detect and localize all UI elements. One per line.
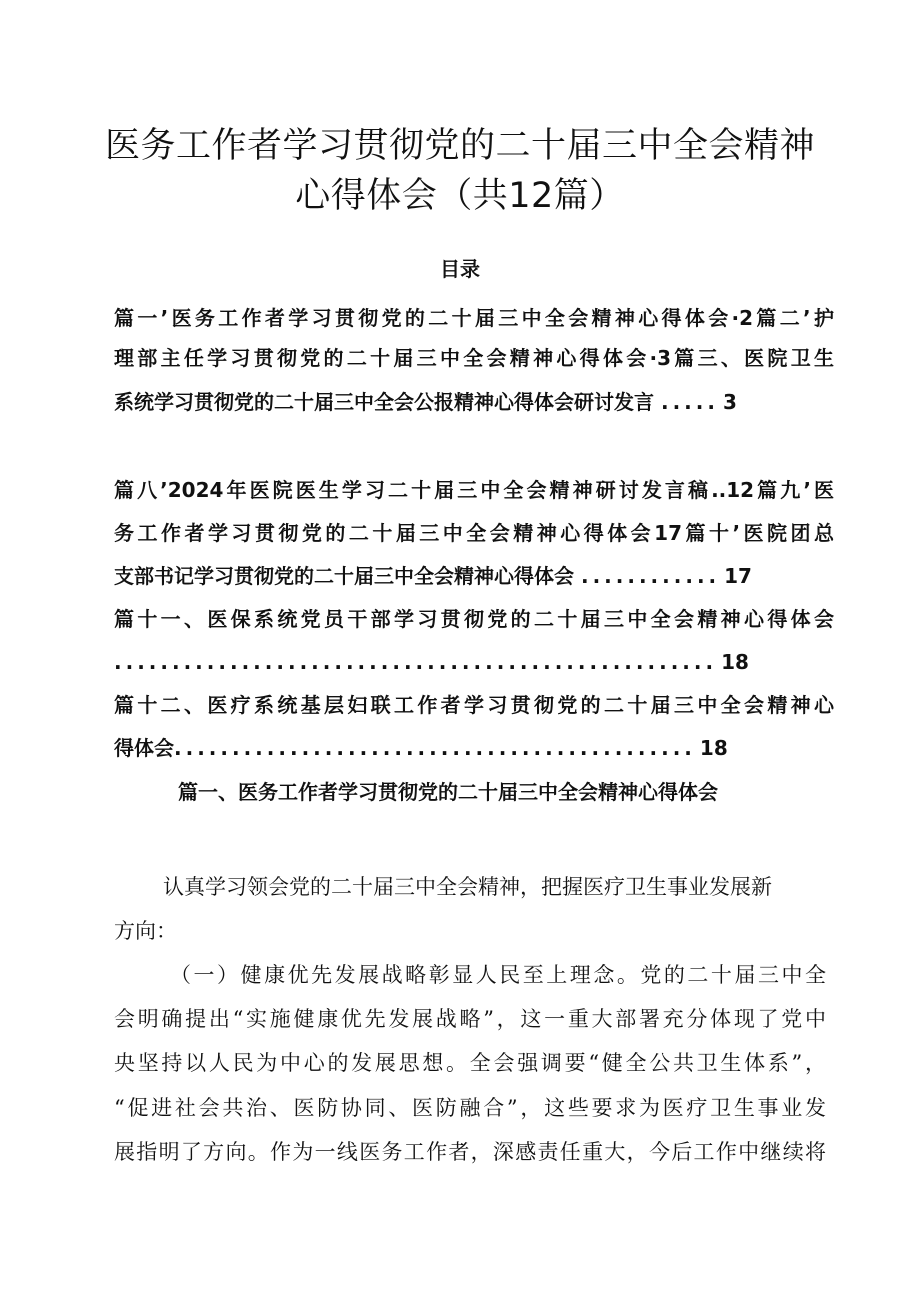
toc-line-text: 篇八’2024年医院医生学习二十届三中全会精神研讨发言稿..12篇九’医: [114, 478, 834, 502]
toc-line[interactable]: [114, 345, 834, 371]
toc-page-number: 18: [721, 650, 749, 674]
toc-line[interactable]: [114, 563, 834, 589]
section-title: 篇一、医务工作者学习贯彻党的二十届三中全会精神心得体会: [178, 780, 718, 804]
toc-line[interactable]: [114, 305, 834, 331]
toc-leader-dots: .............................................: [174, 736, 696, 760]
toc-line[interactable]: [114, 735, 834, 761]
toc-line-text: 系统学习贯彻党的二十届三中全会公报精神心得体会研讨发言: [114, 390, 654, 414]
document-title-line-2: 心得体会（共12篇）: [295, 176, 625, 216]
toc-line-text: 支部书记学习贯彻党的二十届三中全会精神心得体会: [114, 564, 574, 588]
toc-line-text: 篇一’医务工作者学习贯彻党的二十届三中全会精神心得体会·2篇二’护: [114, 306, 834, 330]
toc-page-number: 18: [699, 736, 728, 760]
document-title-line-1: 医务工作者学习贯彻党的二十届三中全会精神: [104, 126, 815, 166]
body-text-line: 会明确提出“实施健康优先发展战略”，这一重大部署充分体现了党中: [114, 1007, 826, 1031]
toc-line[interactable]: [114, 606, 834, 632]
toc-leader-dots: ............: [580, 564, 721, 588]
body-text-line: 展指明了方向。作为一线医务工作者，深感责任重大，今后工作中继续将: [114, 1140, 826, 1164]
body-text-line: （一）健康优先发展战略彰显人民至上理念。党的二十届三中全: [170, 963, 826, 987]
body-text-line: “促进社会共治、医防协同、医防融合”，这些要求为医疗卫生事业发: [114, 1096, 826, 1120]
body-text-line: 央坚持以人民为中心的发展思想。全会强调要“健全公共卫生体系”，: [114, 1051, 826, 1075]
toc-line[interactable]: [114, 520, 834, 546]
body-text-line: 认真学习领会党的二十届三中全会精神，把握医疗卫生事业发展新: [163, 875, 772, 899]
toc-line-text: 得体会: [114, 736, 174, 760]
toc-line[interactable]: [114, 649, 834, 675]
body-text-line: 方向：: [114, 919, 177, 943]
toc-leader-dots: ....................................................: [114, 650, 718, 674]
toc-page-number: 3: [722, 390, 737, 414]
toc-line-text: 理部主任学习贯彻党的二十届三中全会精神心得体会·3篇三、医院卫生: [114, 346, 834, 370]
toc-line-text: 篇十一、医保系统党员干部学习贯彻党的二十届三中全会精神心得体会: [114, 607, 834, 631]
toc-line-text: 务工作者学习贯彻党的二十届三中全会精神心得体会17篇十’医院团总: [114, 521, 834, 545]
toc-leader-dots: .....: [660, 390, 719, 414]
toc-line-text: 篇十二、医疗系统基层妇联工作者学习贯彻党的二十届三中全会精神心: [114, 693, 834, 717]
toc-page-number: 17: [724, 564, 752, 588]
toc-heading: 目录: [440, 257, 480, 281]
toc-line[interactable]: [114, 477, 834, 503]
toc-line[interactable]: [114, 692, 834, 718]
toc-line[interactable]: [114, 389, 834, 415]
